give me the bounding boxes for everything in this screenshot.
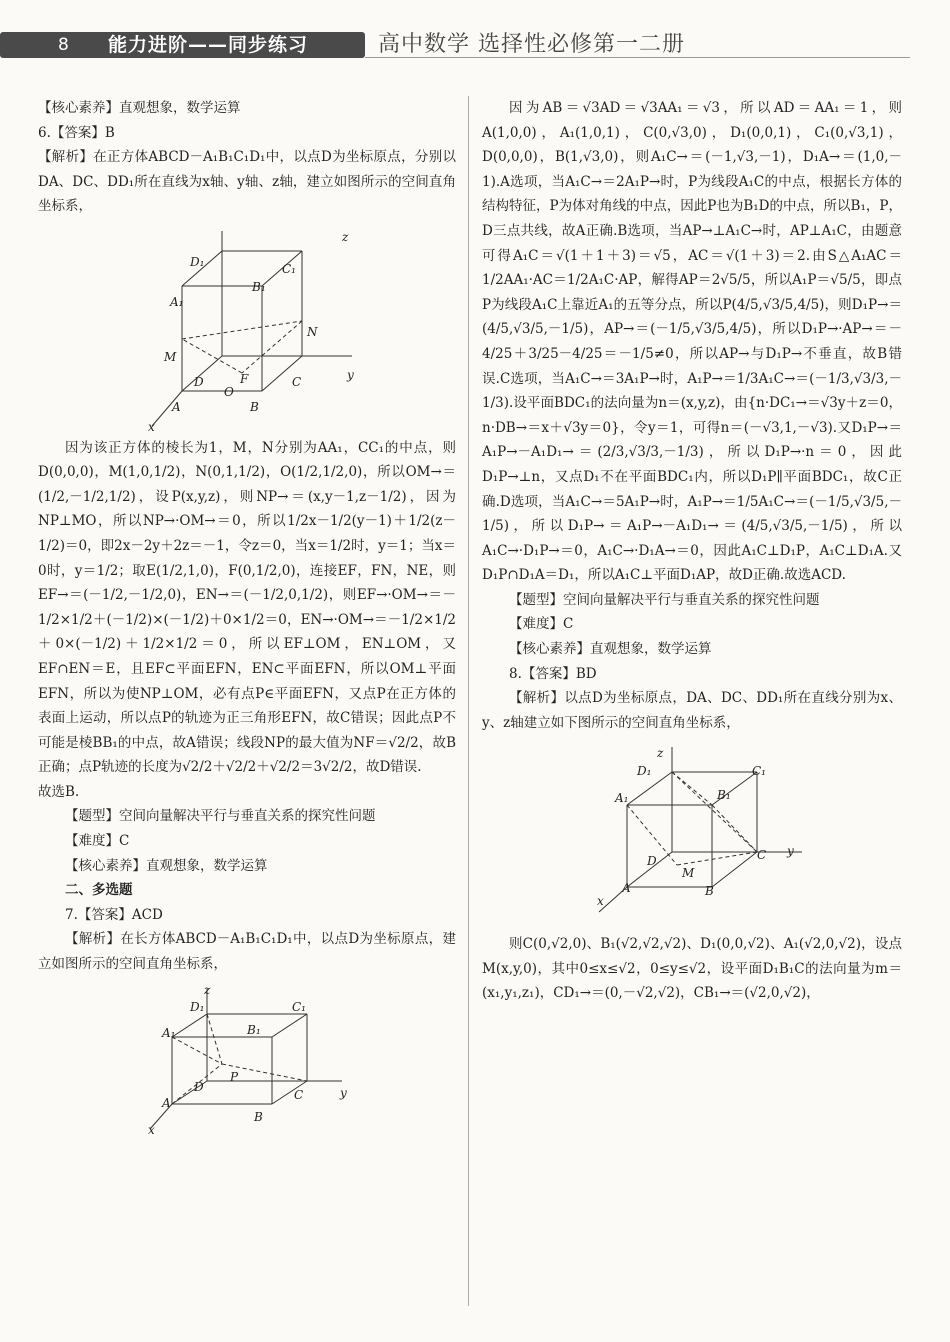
point-label: D₁ [190,999,205,1014]
right-column [482,96,902,1006]
point-label: M [164,349,177,364]
point-label: C₁ [292,999,306,1014]
point-label: y [347,367,354,382]
point-label: N [307,324,318,339]
point-label: z [342,229,349,244]
point-label: D₁ [190,254,205,269]
page-number: 8 [58,35,69,55]
point-label: F [240,371,249,386]
point-label: C [294,1087,304,1102]
point-label: B [254,1109,263,1124]
paragraph: 因为AB＝√3AD＝√3AA₁＝√3，所以AD＝AA₁＝1，则A(1,0,0)，A₁(1,0,1)，C(0,√3,0)，D₁(0,0,1)，C₁(0,√3,1)，D(0,0,0)，B(1,√3,0)，则A₁C→＝(－1,√3,－1)，D₁A→＝(1,0,－1).A选项，当A₁C→＝2A₁P→时，P为线段A₁C的中点，根据长方体的结构特征，P为体对角线的中点，因此P也为B₁D的中点，所以B₁，P，D三点共线，故A正确.B选项，当AP→⊥A₁C→时，AP⊥A₁C，由题意可得A₁C＝√(1＋1＋3)＝√5，AC＝√(1＋3)＝2.由S△A₁AC＝1/2AA₁·AC＝1/2A₁C·AP，解得AP＝2√5/5，所以A₁P＝√5/5，即点P为线段A₁C上靠近A₁的五等分点，所以P(4/5,√3/5,4/5)，则D₁P→＝(4/5,√3/5,－1/5)，AP→＝(－1/5,√3/5,4/5)，所以D₁P→·AP→＝－4/25＋3/25－4/25＝－1/5≠0，所以AP→与D₁P→不垂直，故B错误.C选项，当A₁C→＝3A₁P→时，A₁P→＝1/3A₁C→＝(－1/3,√3/3,－1/3).设平面BDC₁的法向量为n＝(x,y,z)，由{n·DC₁→＝√3y＋z＝0，n·DB→＝x＋√3y＝0}，令y＝1，可得n＝(－√3,1,－√3).又D₁P→＝A₁P→－A₁D₁→＝(2/3,√3/3,－1/3)，所以D₁P→·n＝0，因此D₁P→⊥n，又点D₁不在平面BDC₁内，所以D₁P∥平面BDC₁，故C正确.D选项，当A₁C→＝5A₁P→时，A₁P→＝1/5A₁C→＝(－1/5,√3/5,－1/5)，所以D₁P→＝A₁P→－A₁D₁→＝(4/5,√3/5,－1/5)，所以A₁C→·D₁P→＝0，A₁C→·D₁A→＝0，因此A₁C⊥D₁P，A₁C⊥D₁A.又D₁P∩D₁A＝D₁，所以A₁C⊥平面D₁AP，故D正确.故选ACD. [482,100,902,584]
point-label: x [148,1122,155,1137]
paragraph: 故选B. [38,783,80,800]
point-label: A [622,881,631,896]
point-label: M [682,866,695,881]
point-label: B₁ [252,279,266,294]
point-label: C₁ [752,764,766,779]
fig1-diagram [132,223,362,434]
paragraph: 【难度】C [65,833,130,850]
point-label: B [705,884,714,899]
paragraph: 【题型】空间向量解决平行与垂直关系的探究性问题 [65,808,376,825]
book-title: 高中数学 选择性必修第一二册 [378,32,685,57]
point-label: C [757,848,767,863]
edge-line [272,1014,307,1037]
fig2-figure [38,981,456,1140]
dashed-line [712,805,757,852]
point-label: B₁ [247,1022,261,1037]
point-label: z [204,982,211,997]
paragraph: 【核心素养】直观想象，数学运算 [38,100,241,116]
point-label: x [148,419,155,434]
point-label: D [647,854,657,869]
dashed-line [677,852,757,865]
point-label: D [194,374,204,389]
point-label: y [787,844,794,859]
point-label: A [172,399,181,414]
dashed-line [672,772,757,852]
column-divider [468,96,469,1306]
left-column [38,96,456,1143]
fig3-diagram [577,739,807,919]
fig3-figure [482,739,902,928]
paragraph: 二、多选题 [65,882,133,899]
dashed-line [242,321,302,373]
paragraph: 则C(0,√2,0)、B₁(√2,√2,√2)、D₁(0,0,√2)、A₁(√2,0,√2)，设点M(x,y,0)，其中0≤x≤√2，0≤y≤√2，设平面D₁B₁C的法向量为m＝(x₁,y₁,z₁)，CD₁→＝(0,－√2,√2)，CB₁→＝(√2,0,√2)， [482,936,902,1002]
fig1-figure [38,223,456,432]
paragraph: 6.【答案】B [38,124,115,141]
paragraph: 【核心素养】直观想象，数学运算 [65,857,268,874]
paragraph: 【题型】空间向量解决平行与垂直关系的探究性问题 [509,591,820,608]
point-label: P [230,1069,239,1084]
dashed-line [172,1037,222,1064]
point-label: A [162,1095,171,1110]
page-header [0,0,950,70]
paragraph: 7.【答案】ACD [65,906,163,923]
header-rule [365,57,910,58]
point-label: D₁ [637,764,652,779]
point-label: y [340,1085,347,1100]
series-title: 能力进阶——同步练习 [108,34,309,56]
edge-line [712,852,757,887]
paragraph: 因为该正方体的棱长为1，M，N分别为AA₁，CC₁的中点，则D(0,0,0)，M(1,0,1/2)，N(0,1,1/2)，O(1/2,1/2,0)，所以OM→＝(1/2,－1/2,1/2)，设P(x,y,z)，则NP→＝(x,y－1,z－1/2)，因为NP⊥MO，所以NP→·OM→＝0，所以1/2x－1/2(y－1)＋1/2(z－1/2)＝0，即2x－2y＋2z＝－1，令z＝0，当x＝1/2时，y＝1；当x＝0时，y＝1/2；取E(1/2,1,0)，F(0,1/2,0)，连接EF，FN，NE，则EF→＝(－1/2,－1/2,0)，EN→＝(－1/2,0,1/2)，则EF→·OM→＝－1/2×1/2＋(－1/2)×(－1/2)＋0×1/2＝0，EN→·OM→＝－1/2×1/2＋0×(－1/2)＋1/2×1/2＝0，所以EF⊥OM，EN⊥OM，又EF∩EN＝E，且EF⊂平面EFN，EN⊂平面EFN，所以OM⊥平面EFN，所以为使NP⊥OM，必有点P∈平面EFN，又点P在正方体的表面上运动，所以点P的轨迹为正三角形EFN，故C错误；因此点P不可能是棱BB₁的中点，故A错误；线段NP的最大值为NF＝√2/2，故B正确；点P轨迹的长度为√2/2＋√2/2＋√2/2＝3√2/2，故D错误. [38,439,456,776]
paragraph: 8.【答案】BD [509,665,597,682]
point-label: B [250,399,259,414]
point-label: z [657,746,664,761]
point-label: x [597,894,604,909]
point-label: C [292,374,302,389]
dashed-line [207,1014,222,1064]
point-label: D [194,1079,204,1094]
point-label: B₁ [717,788,731,803]
paragraph: 【解析】以点D为坐标原点，DA、DC、DD₁所在直线分别为x、y、z轴建立如下图所示的空间直角坐标系， [482,690,902,731]
point-label: O [224,384,234,399]
fig2-diagram [132,981,362,1137]
point-label: A₁ [162,1025,176,1040]
paragraph: 【解析】在正方体ABCD－A₁B₁C₁D₁中，以点D为坐标原点，分别以DA、DC、DD₁所在直线为x轴、y轴、z轴，建立如图所示的空间直角坐标系， [38,149,456,215]
edge-line [172,1014,207,1037]
point-label: C₁ [282,261,296,276]
paragraph: 【解析】在长方体ABCD－A₁B₁C₁D₁中，以点D为坐标原点，建立如图所示的空间直角坐标系， [38,931,456,973]
paragraph: 【核心素养】直观想象，数学运算 [509,641,712,658]
point-label: A₁ [170,294,184,309]
dashed-line [672,772,712,805]
paragraph: 【难度】C [509,616,574,633]
point-label: A₁ [615,791,629,806]
